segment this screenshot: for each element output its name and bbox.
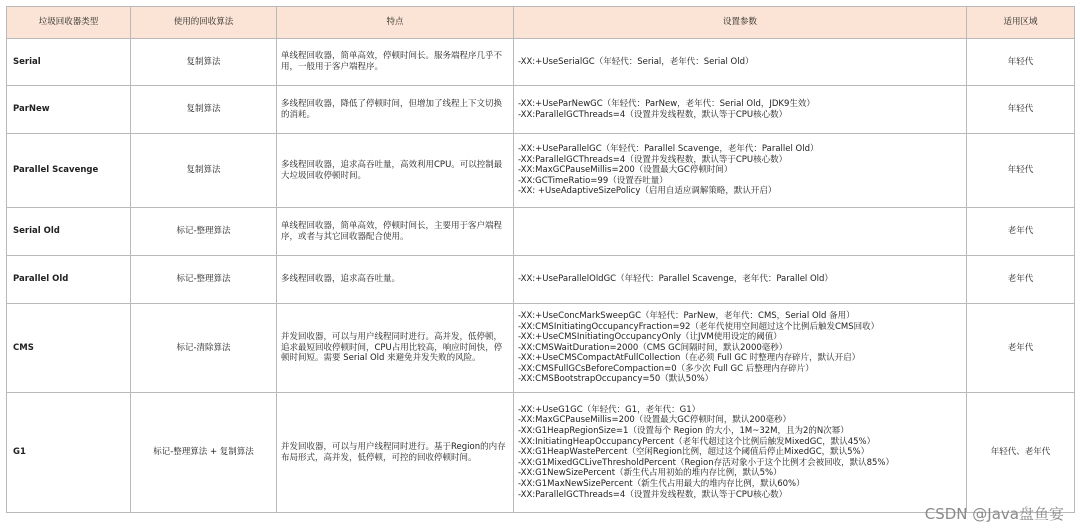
table-row — [7, 304, 1075, 393]
collector-algorithm: 复制算法 — [131, 39, 277, 86]
watermark: CSDN @Java盘鱼宴 — [924, 505, 1064, 523]
collector-area: 年轻代 — [967, 134, 1075, 208]
gc-comparison-table — [6, 6, 1075, 513]
header-area: 适用区域 — [967, 7, 1075, 39]
param-line: -XX:+UseCMSInitiatingOccupancyOnly（让JVM使用设定的阈值） — [518, 332, 782, 343]
param-line: -XX:ParallelGCThreads=4（设置并发线程数，默认等于CPU核心数） — [518, 154, 788, 165]
param-line: -XX:G1MaxNewSizePercent（新生代占用最大的堆内存比例，默认60%） — [518, 478, 805, 489]
table-row — [7, 134, 1075, 208]
param-line: -XX:+UseConcMarkSweepGC（年轻代：ParNew，老年代：CMS，Serial Old 备用） — [518, 310, 855, 321]
param-line: -XX:GCTimeRatio=99（设置吞吐量） — [518, 175, 668, 186]
table-row — [7, 208, 1075, 256]
collector-params — [514, 304, 967, 393]
param-line: -XX:G1HeapRegionSize=1（设置每个 Region 的大小，1M~32M，且为2的N次幂） — [518, 426, 849, 437]
header-algorithm: 使用的回收算法 — [131, 7, 277, 39]
param-line: -XX:G1NewSizePercent（新生代占用初始的堆内存比例，默认5%） — [518, 468, 782, 479]
param-line: -XX:CMSWaitDuration=2000（CMS GC间隔时间，默认2000毫秒） — [518, 342, 788, 353]
collector-features: 多线程回收器，追求高吞吐量。 — [277, 256, 514, 304]
header-features: 特点 — [277, 7, 514, 39]
param-line: -XX:CMSInitiatingOccupancyFraction=92（老年代使用空间超过这个比例后触发CMS回收） — [518, 321, 880, 332]
collector-features: 多线程回收器，降低了停顿时间，但增加了线程上下文切换的消耗。 — [277, 86, 514, 134]
table-row — [7, 393, 1075, 513]
collector-features: 单线程回收器，简单高效，停顿时间长，主要用于客户端程序，或者与其它回收器配合使用。 — [277, 208, 514, 256]
collector-name: G1 — [7, 393, 131, 513]
param-line: -XX:+UseG1GC（年轻代：G1，老年代：G1） — [518, 404, 701, 415]
collector-features: 并发回收器，可以与用户线程同时进行。基于Region的内存布局形式，高并发，低停顿，可控的回收停顿时间。 — [277, 393, 514, 513]
param-line: -XX:G1MixedGCLiveThresholdPercent（Region存活对象小于这个比例才会被回收，默认85%） — [518, 457, 894, 468]
param-line: -XX:+UseParallelGC（年轻代：Parallel Scavenge，老年代：Parallel Old） — [518, 144, 819, 155]
param-line: -XX:MaxGCPauseMillis=200（设置最大GC停顿时间） — [518, 165, 733, 176]
collector-features: 并发回收器，可以与用户线程同时进行。高并发，低停顿，追求最短回收停顿时间，CPU占用比较高，响应时间快，停顿时间短。需要 Serial Old 来避免并发失败的风险。 — [277, 304, 514, 393]
collector-params — [514, 208, 967, 256]
header-params: 设置参数 — [514, 7, 967, 39]
header-collector-type: 垃圾回收器类型 — [7, 7, 131, 39]
collector-features: 单线程回收器，简单高效，停顿时间长。服务端程序几乎不用，一般用于客户端程序。 — [277, 39, 514, 86]
table-row — [7, 86, 1075, 134]
collector-algorithm: 标记-整理算法 + 复制算法 — [131, 393, 277, 513]
collector-algorithm: 标记-整理算法 — [131, 208, 277, 256]
collector-name: Parallel Scavenge — [7, 134, 131, 208]
collector-algorithm: 标记-清除算法 — [131, 304, 277, 393]
collector-name: Parallel Old — [7, 256, 131, 304]
collector-params — [514, 393, 967, 513]
param-line: -XX:ParallelGCThreads=4（设置并发线程数，默认等于CPU核心数） — [518, 109, 788, 120]
collector-area: 老年代 — [967, 304, 1075, 393]
collector-algorithm: 复制算法 — [131, 134, 277, 208]
collector-area: 老年代 — [967, 208, 1075, 256]
collector-features: 多线程回收器，追求高吞吐量，高效利用CPU。可以控制最大垃圾回收停顿时间。 — [277, 134, 514, 208]
collector-params — [514, 256, 967, 304]
table-row — [7, 256, 1075, 304]
collector-params — [514, 86, 967, 134]
param-line: -XX:+UseParallelOldGC（年轻代：Parallel Scavenge，老年代：Parallel Old） — [518, 274, 833, 285]
param-line: -XX:+UseParNewGC（年轻代：ParNew，老年代：Serial Old，JDK9生效） — [518, 98, 815, 109]
param-line: -XX:CMSBootstrapOccupancy=50（默认50%） — [518, 374, 714, 385]
collector-name: CMS — [7, 304, 131, 393]
param-line: -XX:+UseSerialGC（年轻代：Serial，老年代：Serial Old） — [518, 56, 754, 67]
param-line: -XX:+UseCMSCompactAtFullCollection（在必须 Full GC 时整理内存碎片，默认开启） — [518, 353, 861, 364]
collector-params — [514, 134, 967, 208]
collector-area: 年轻代 — [967, 39, 1075, 86]
param-line: -XX:MaxGCPauseMillis=200（设置最大GC停顿时间，默认200毫秒） — [518, 415, 792, 426]
param-line: -XX:CMSFullGCsBeforeCompaction=0（多少次 Full GC 后整理内存碎片） — [518, 363, 814, 374]
param-line: -XX:ParallelGCThreads=4（设置并发线程数，默认等于CPU核心数） — [518, 489, 788, 500]
param-line: -XX:G1HeapWastePercent（空闲Region比例，超过这个阈值后停止MixedGC，默认5%） — [518, 447, 870, 458]
collector-area: 年轻代、老年代 — [967, 393, 1075, 513]
collector-algorithm: 标记-整理算法 — [131, 256, 277, 304]
param-line: -XX: +UseAdaptiveSizePolicy（启用自适应调解策略，默认开启） — [518, 186, 777, 197]
collector-params — [514, 39, 967, 86]
collector-name: Serial — [7, 39, 131, 86]
table-header-row — [7, 7, 1075, 39]
collector-area: 老年代 — [967, 256, 1075, 304]
collector-area: 年轻代 — [967, 86, 1075, 134]
collector-name: ParNew — [7, 86, 131, 134]
param-line: -XX:InitiatingHeapOccupancyPercent（老年代超过这个比例后触发MixedGC，默认45%） — [518, 436, 876, 447]
table-row — [7, 39, 1075, 86]
collector-algorithm: 复制算法 — [131, 86, 277, 134]
collector-name: Serial Old — [7, 208, 131, 256]
